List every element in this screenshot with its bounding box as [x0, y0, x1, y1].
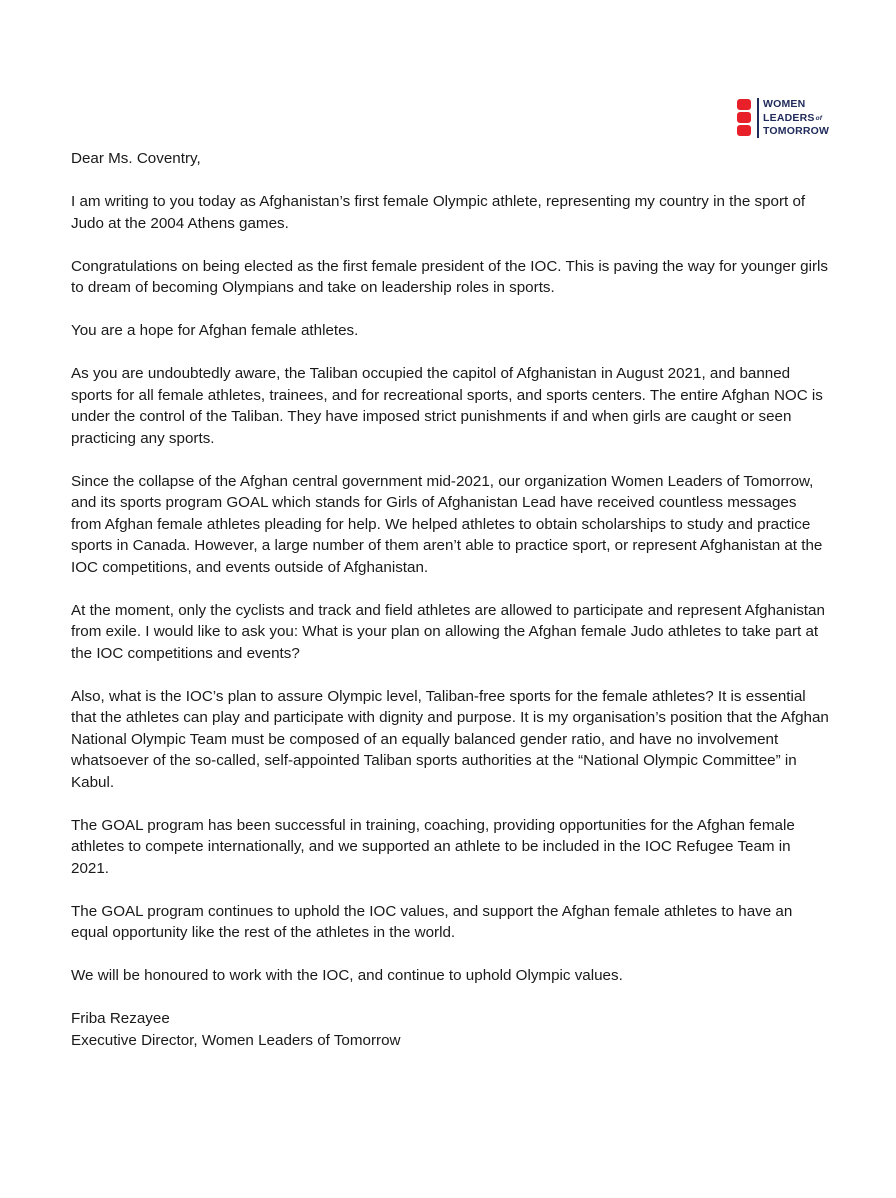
- paragraph-10: We will be honoured to work with the IOC, and continue to uphold Olympic values.: [71, 967, 623, 984]
- paragraph-1: I am writing to you today as Afghanistan’s first female Olympic athlete, representing my country in the sport of Judo at the 2004 Athens games.: [71, 193, 806, 232]
- logo-line-3: TOMORROW: [763, 125, 830, 137]
- paragraph-2: Congratulations on being elected as the first female president of the IOC. This is paving the way for younger girls to dream of becoming Olympians and take on leadership roles in sports.: [71, 257, 828, 296]
- salutation: Dear Ms. Coventry,: [71, 150, 201, 167]
- letter-body: [71, 148, 831, 1051]
- paragraph-5: Since the collapse of the Afghan central government mid-2021, our organization Women Leaders of Tomorrow, and its sports program GOAL which stands for Girls of Afghanistan Lead have received countless messages from Afghan female athletes pleading for help. We helped athletes to obtain scholarships to study and practice sports in Canada. However, a large number of them aren’t able to practice sport, or represent Afghanistan at the IOC competitions, and events outside of Afghanistan.: [71, 472, 823, 576]
- paragraph-4: As you are undoubtedly aware, the Taliban occupied the capitol of Afghanistan in August 2021, and banned sports for all female athletes, trainees, and for recreational sports, and sports centers. The entire Afghan NOC is under the control of the Taliban. They have imposed strict punishments if and when girls are caught or seen practicing any sports.: [71, 365, 823, 447]
- logo-mark-icon: [737, 98, 753, 138]
- logo-line-2: LEADERS: [763, 111, 815, 124]
- paragraph-9: The GOAL program continues to uphold the IOC values, and support the Afghan female athletes to have an equal opportunity like the rest of the athletes in the world.: [71, 902, 793, 941]
- paragraph-7: Also, what is the IOC’s plan to assure Olympic level, Taliban-free sports for the female athletes? It is essential that the athletes can play and participate with dignity and purpose. It is my organisation’s position that the Afghan National Olympic Team must be composed of an equally balanced gender ratio, and have no involvement whatsoever of the so-called, self-appointed Taliban sports authorities at the “National Olympic Committee” in Kabul.: [71, 687, 829, 791]
- paragraph-3: You are a hope for Afghan female athletes.: [71, 322, 359, 339]
- logo-line-1: WOMEN: [763, 98, 806, 110]
- women-leaders-of-tomorrow-logo: [737, 98, 830, 140]
- logo-line-2-small: of: [815, 114, 823, 122]
- paragraph-6: At the moment, only the cyclists and track and field athletes are allowed to participate and represent Afghanistan from exile. I would like to ask you: What is your plan on allowing the Afghan female Judo athletes to take part at the IOC competitions and events?: [71, 601, 825, 662]
- signature-name: Friba Rezayee: [71, 1010, 170, 1027]
- paragraph-8: The GOAL program has been successful in training, coaching, providing opportunities for the Afghan female athletes to compete internationally, and we supported an athlete to be included in the IOC Refugee Team in 2021.: [71, 816, 795, 877]
- signature-title: Executive Director, Women Leaders of Tomorrow: [71, 1031, 401, 1049]
- logo-wordmark: [763, 98, 829, 139]
- logo-divider: [757, 98, 759, 138]
